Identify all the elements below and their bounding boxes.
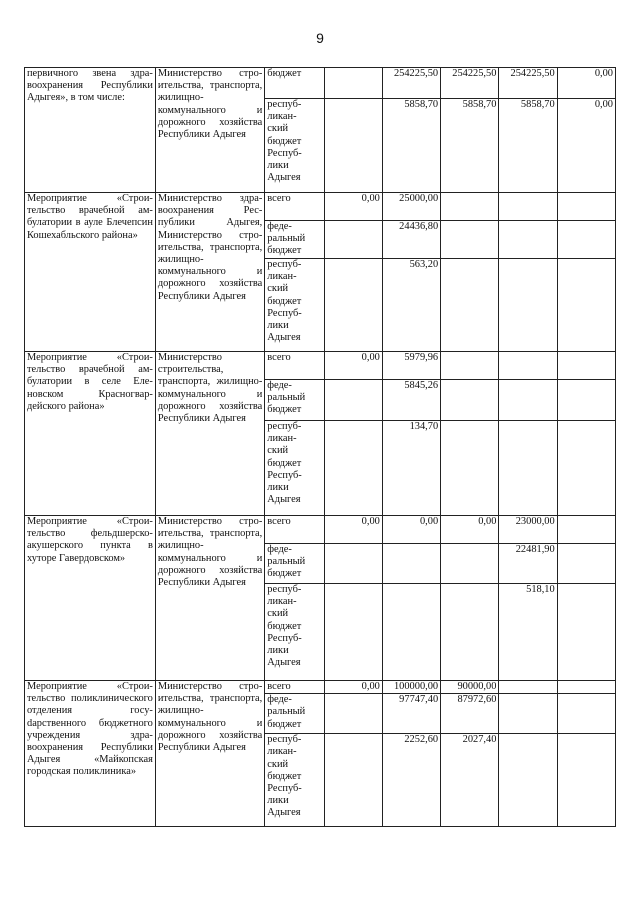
amount-cell — [382, 544, 440, 584]
amount-cell — [499, 681, 557, 694]
funding-source-label: респуб- ликан- ский бюджет Респуб- лики Адыгея — [267, 734, 302, 819]
funding-source-cell — [265, 584, 324, 681]
funding-source-cell — [265, 99, 324, 193]
amount-cell — [499, 221, 557, 259]
amount-cell — [441, 584, 499, 681]
table-row — [25, 352, 616, 380]
amount-cell: 5979,96 — [382, 352, 440, 380]
amount-cell: 0,00 — [382, 516, 440, 544]
amount-cell — [382, 584, 440, 681]
amount-cell — [324, 259, 382, 352]
amount-cell: 90000,00 — [441, 681, 499, 694]
amount-cell — [557, 544, 615, 584]
amount-cell — [557, 516, 615, 544]
amount-cell — [441, 544, 499, 584]
event-cell: Мероприятие «Строительство фельдшерско-акушерского пункта в хуторе Гавердовском» — [25, 516, 156, 681]
amount-cell: 5845,26 — [382, 380, 440, 421]
table-row — [25, 193, 616, 221]
funding-source-cell — [265, 221, 324, 259]
amount-cell: 22481,90 — [499, 544, 557, 584]
amount-cell — [324, 99, 382, 193]
funding-source-label: феде- ральный бюджет — [267, 694, 306, 730]
amount-cell: 5858,70 — [382, 99, 440, 193]
funding-source-cell — [265, 516, 324, 544]
amount-cell: 563,20 — [382, 259, 440, 352]
amount-cell — [557, 734, 615, 827]
amount-cell — [324, 734, 382, 827]
amount-cell: 254225,50 — [382, 68, 440, 99]
amount-cell — [557, 694, 615, 734]
amount-cell — [324, 544, 382, 584]
executor-cell: Министерство здравоохранения Республики Адыгея, Министерство строительства, транспорта, жилищно-коммунального и дорожного хозяйства Республики Адыгея — [155, 193, 264, 352]
amount-cell: 5858,70 — [441, 99, 499, 193]
executor-cell: Министерство строительства, транспорта, жилищно-коммунального и дорожного хозяйства Республики Адыгея — [155, 352, 264, 516]
amount-cell — [324, 584, 382, 681]
event-cell: Мероприятие «Строительство врачебной амбулатории в селе Еленовском Красногвардейского района» — [25, 352, 156, 516]
event-cell: Мероприятие «Строительство врачебной амбулатории в ауле Блечепсин Кошехабльского района» — [25, 193, 156, 352]
amount-cell: 87972,60 — [441, 694, 499, 734]
amount-cell — [441, 421, 499, 516]
amount-cell: 97747,40 — [382, 694, 440, 734]
funding-source-cell — [265, 380, 324, 421]
page-number: 9 — [316, 30, 324, 46]
amount-cell: 25000,00 — [382, 193, 440, 221]
event-cell: первичного звена здравоохранения Республики Адыгея», в том числе: — [25, 68, 156, 193]
funding-source-label: феде- ральный бюджет — [267, 544, 306, 580]
amount-cell — [557, 421, 615, 516]
amount-cell — [441, 193, 499, 221]
amount-cell — [324, 380, 382, 421]
funding-source-cell — [265, 68, 324, 99]
funding-source-label: феде- ральный бюджет — [267, 221, 306, 257]
amount-cell: 0,00 — [324, 516, 382, 544]
amount-cell — [324, 221, 382, 259]
amount-cell: 0,00 — [324, 681, 382, 694]
funding-source-label: всего — [267, 193, 291, 204]
amount-cell — [441, 380, 499, 421]
amount-cell: 24436,80 — [382, 221, 440, 259]
funding-source-label: респуб- ликан- ский бюджет Респуб- лики Адыгея — [267, 421, 302, 506]
funding-source-cell — [265, 193, 324, 221]
amount-cell: 254225,50 — [499, 68, 557, 99]
amount-cell: 5858,70 — [499, 99, 557, 193]
amount-cell — [557, 221, 615, 259]
table-row — [25, 681, 616, 694]
amount-cell — [499, 694, 557, 734]
amount-cell — [499, 193, 557, 221]
amount-cell — [557, 584, 615, 681]
funding-source-label: всего — [267, 516, 291, 527]
amount-cell: 134,70 — [382, 421, 440, 516]
event-cell: Мероприятие «Строительство поликлинического отделения госуdарственного бюджетного учреждения здравоохранения Республики Адыгея «Майкопская городская поликлиника» — [25, 681, 156, 827]
amount-cell — [324, 694, 382, 734]
funding-source-cell — [265, 352, 324, 380]
amount-cell — [441, 259, 499, 352]
amount-cell — [441, 352, 499, 380]
executor-cell: Министерство строительства, транспорта, жилищно-коммунального и дорожного хозяйства Республики Адыгея — [155, 516, 264, 681]
executor-cell: Министерство строительства, транспорта, жилищно-коммунального и дорожного хозяйства Республики Адыгея — [155, 681, 264, 827]
funding-source-label: феде- ральный бюджет — [267, 380, 306, 416]
amount-cell — [499, 352, 557, 380]
amount-cell — [557, 352, 615, 380]
funding-source-label: респуб- ликан- ский бюджет Респуб- лики Адыгея — [267, 584, 302, 669]
funding-source-cell — [265, 259, 324, 352]
executor-cell: Министерство строительства, транспорта, жилищно-коммунального и дорожного хозяйства Республики Адыгея — [155, 68, 264, 193]
amount-cell: 100000,00 — [382, 681, 440, 694]
funding-source-label: респуб- ликан- ский бюджет Респуб- лики Адыгея — [267, 259, 302, 344]
funding-source-label: респуб- ликан- ский бюджет Респуб- лики Адыгея — [267, 99, 302, 184]
budget-table-body — [25, 68, 616, 827]
amount-cell: 518,10 — [499, 584, 557, 681]
amount-cell — [499, 421, 557, 516]
amount-cell: 0,00 — [557, 99, 615, 193]
amount-cell: 23000,00 — [499, 516, 557, 544]
amount-cell: 0,00 — [557, 68, 615, 99]
amount-cell — [557, 681, 615, 694]
amount-cell — [441, 221, 499, 259]
funding-source-label: всего — [267, 681, 291, 692]
amount-cell: 0,00 — [324, 193, 382, 221]
amount-cell — [324, 68, 382, 99]
funding-source-cell — [265, 681, 324, 694]
amount-cell: 2252,60 — [382, 734, 440, 827]
amount-cell: 0,00 — [324, 352, 382, 380]
amount-cell: 2027,40 — [441, 734, 499, 827]
funding-source-cell — [265, 421, 324, 516]
table-row — [25, 516, 616, 544]
amount-cell — [499, 380, 557, 421]
funding-source-cell — [265, 694, 324, 734]
amount-cell: 0,00 — [441, 516, 499, 544]
budget-table — [24, 67, 616, 827]
funding-source-cell — [265, 734, 324, 827]
amount-cell — [499, 734, 557, 827]
funding-source-label: бюджет — [267, 68, 302, 79]
amount-cell — [557, 259, 615, 352]
amount-cell — [324, 421, 382, 516]
amount-cell: 254225,50 — [441, 68, 499, 99]
amount-cell — [499, 259, 557, 352]
amount-cell — [557, 193, 615, 221]
funding-source-cell — [265, 544, 324, 584]
table-row — [25, 68, 616, 99]
amount-cell — [557, 380, 615, 421]
funding-source-label: всего — [267, 352, 291, 363]
